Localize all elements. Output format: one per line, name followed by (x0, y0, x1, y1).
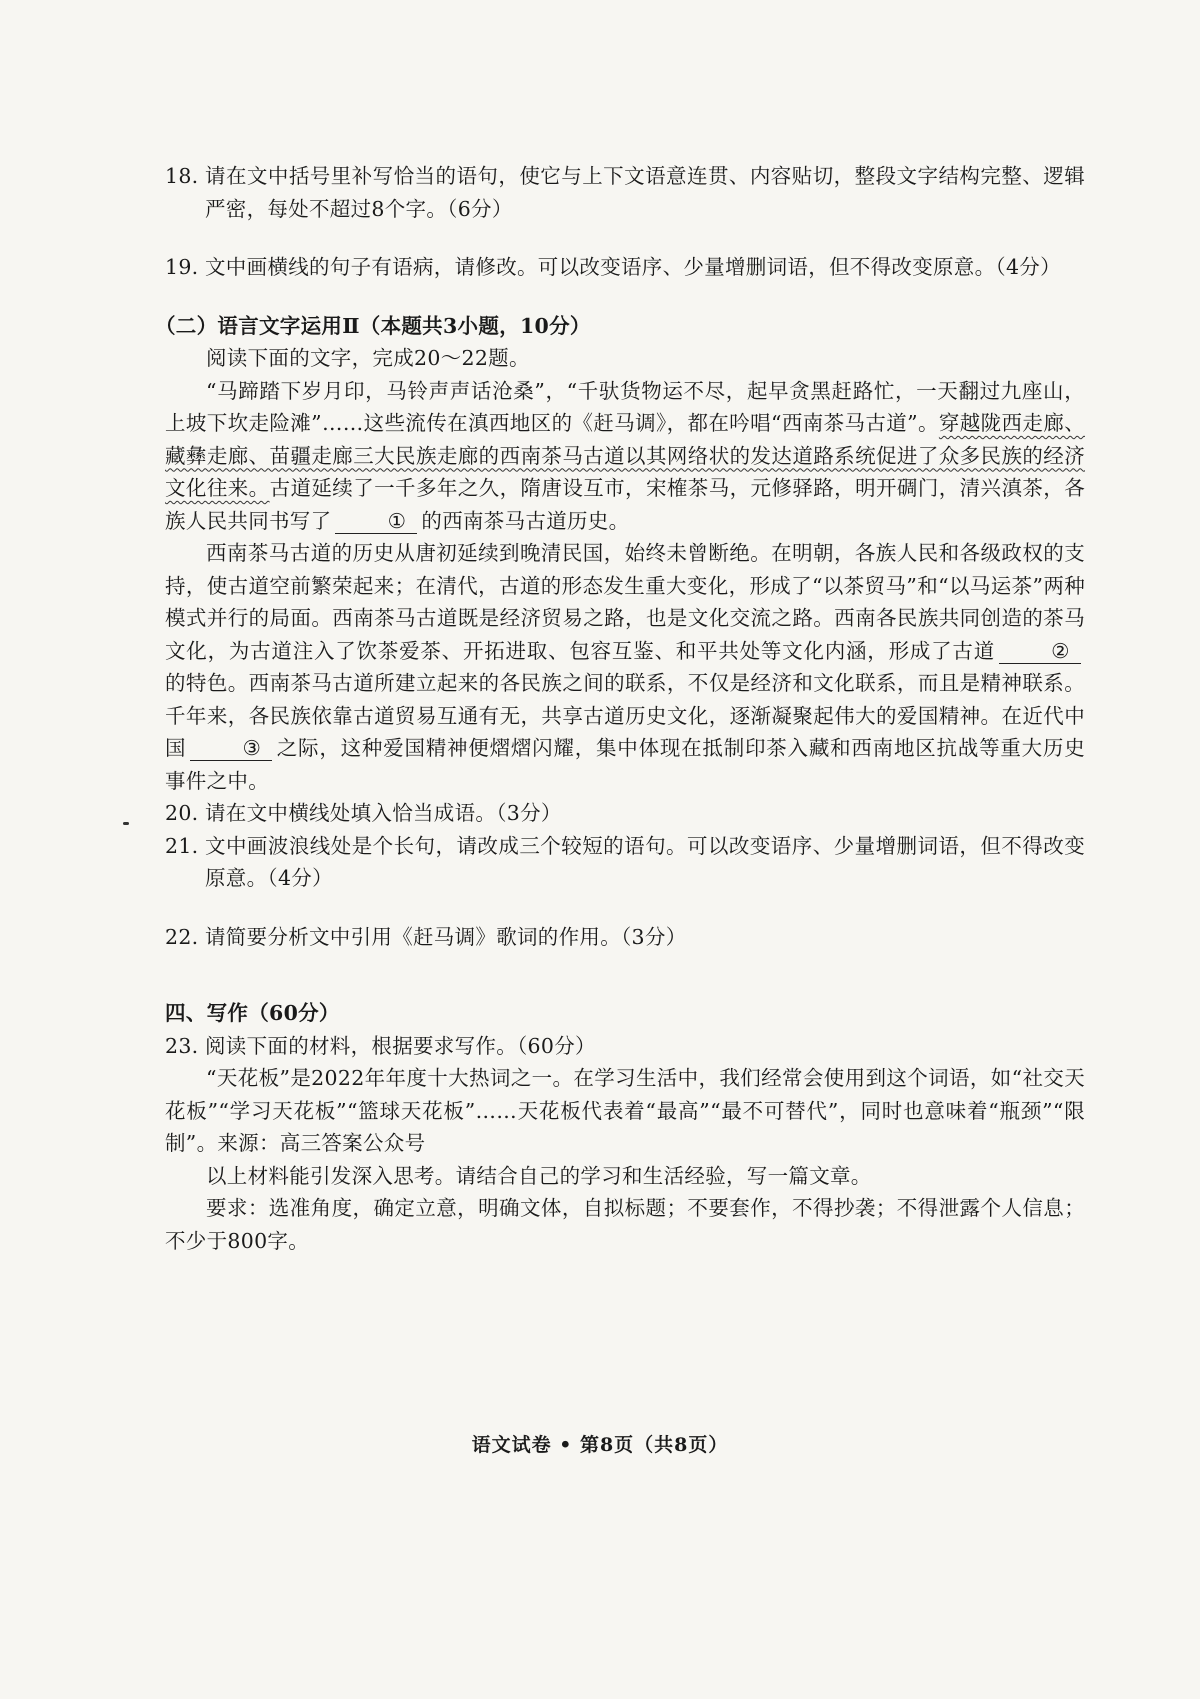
reading-instruction: 阅读下面的文字，完成20～22题。 (206, 346, 530, 370)
question-number: 18. (165, 164, 199, 188)
passage-text: 西南茶马古道的历史从唐初延续到晚清民国，始终未曾断绝。在明朝，各族人民和各级政权的支持，使古道空前繁荣起来；在清代，古道的形态发生重大变化，形成了“以茶贸马”和“以马运茶”两种模式并行的局面。西南茶马古道既是经济贸易之路，也是文化交流之路。西南各民族共同创造的茶马文化，为古道注入了饮茶爱茶、开拓进取、包容互鉴、和平共处等文化内涵，形成了古道 (165, 541, 1085, 663)
writing-material: “天花板”是2022年年度十大热词之一。在学习生活中，我们经常会使用到这个词语，如“社交天花板”“学习天花板”“篮球天花板”……天花板代表着“最高”“最不可替代”，同时也意味着“瓶颈”“限制”。来源：高三答案公众号 (165, 1066, 1085, 1155)
scan-speck (123, 822, 129, 825)
question-22 (165, 921, 1085, 954)
passage-text: 古道延续了一千多年之久，隋唐设互市，宋榷茶马，元修驿路，明开碉门，清兴滇茶，各族人民共同书写了 (165, 476, 1085, 533)
question-21 (165, 830, 1085, 895)
question-number: 21. (165, 833, 199, 858)
question-19 (165, 251, 1085, 284)
question-number: 22. (165, 924, 199, 949)
question-number: 23. (165, 1033, 199, 1058)
page-content (155, 160, 1085, 1257)
section-4-heading: 四、写作（60分） (165, 1001, 340, 1025)
writing-prompt: 以上材料能引发深入思考。请结合自己的学习和生活经验，写一篇文章。 (206, 1163, 872, 1188)
section-2-heading: （二）语言文字运用Ⅱ（本题共3小题，10分） (155, 313, 591, 338)
question-text: 文中画波浪线处是个长句，请改成三个较短的语句。可以改变语序、少量增删词语，但不得改变原意。（4分） (205, 833, 1085, 890)
blank-1: ① (335, 509, 417, 534)
question-18 (165, 160, 1085, 225)
passage-paragraph-2 (165, 537, 1085, 797)
writing-requirements: 要求：选准角度，确定立意，明确文体，自拟标题；不要套作，不得抄袭；不得泄露个人信息；不少于800字。 (165, 1196, 1085, 1253)
passage-text: 的西南茶马古道历史。 (421, 508, 630, 533)
question-number: 20. (165, 801, 199, 825)
question-text: 请在文中括号里补写恰当的语句，使它与上下文语意连贯、内容贴切，整段文字结构完整、逻辑严密，每处不超过8个字。（6分） (205, 164, 1085, 221)
wavy-underlined-sentence: 穿越陇西走廊、藏彝走廊、苗疆走廊三大民族走廊的西南茶马古道以其网络状的发达道路系统促进了众多民族的经济文化往来。 (165, 411, 1085, 500)
question-text: 请在文中横线处填入恰当成语。（3分） (205, 801, 562, 825)
passage-paragraph-1 (165, 375, 1085, 538)
passage-text: 之际，这种爱国精神便熠熠闪耀，集中体现在抵制印茶入藏和西南地区抗战等重大历史事件之中。 (165, 736, 1085, 793)
passage-text: “马蹄踏下岁月印，马铃声声话沧桑”，“千驮货物运不尽，起早贪黑赶路忙，一天翻过九座山，上坡下坎走险滩”……这些流传在滇西地区的《赶马调》，都在吟唱“西南茶马古道”。 (165, 378, 1085, 435)
passage-text: 的特色。西南茶马古道所建立起来的各民族之间的联系，不仅是经济和文化联系，而且是精神联系。千年来，各民族依靠古道贸易互通有无，共享古道历史文化，逐渐凝聚起伟大的爱国精神。在近代中国 (165, 671, 1085, 760)
blank-2: ② (999, 639, 1081, 664)
question-20 (165, 797, 1085, 830)
blank-3: ③ (190, 736, 272, 761)
question-23 (165, 1030, 1085, 1063)
question-number: 19. (165, 255, 199, 279)
question-text: 请简要分析文中引用《赶马调》歌词的作用。（3分） (205, 924, 687, 949)
page-footer: 语文试卷 • 第8页（共8页） (471, 1434, 729, 1456)
question-text: 文中画横线的句子有语病，请修改。可以改变语序、少量增删词语，但不得改变原意。（4分） (205, 255, 1061, 279)
question-text: 阅读下面的材料，根据要求写作。（60分） (205, 1033, 596, 1058)
